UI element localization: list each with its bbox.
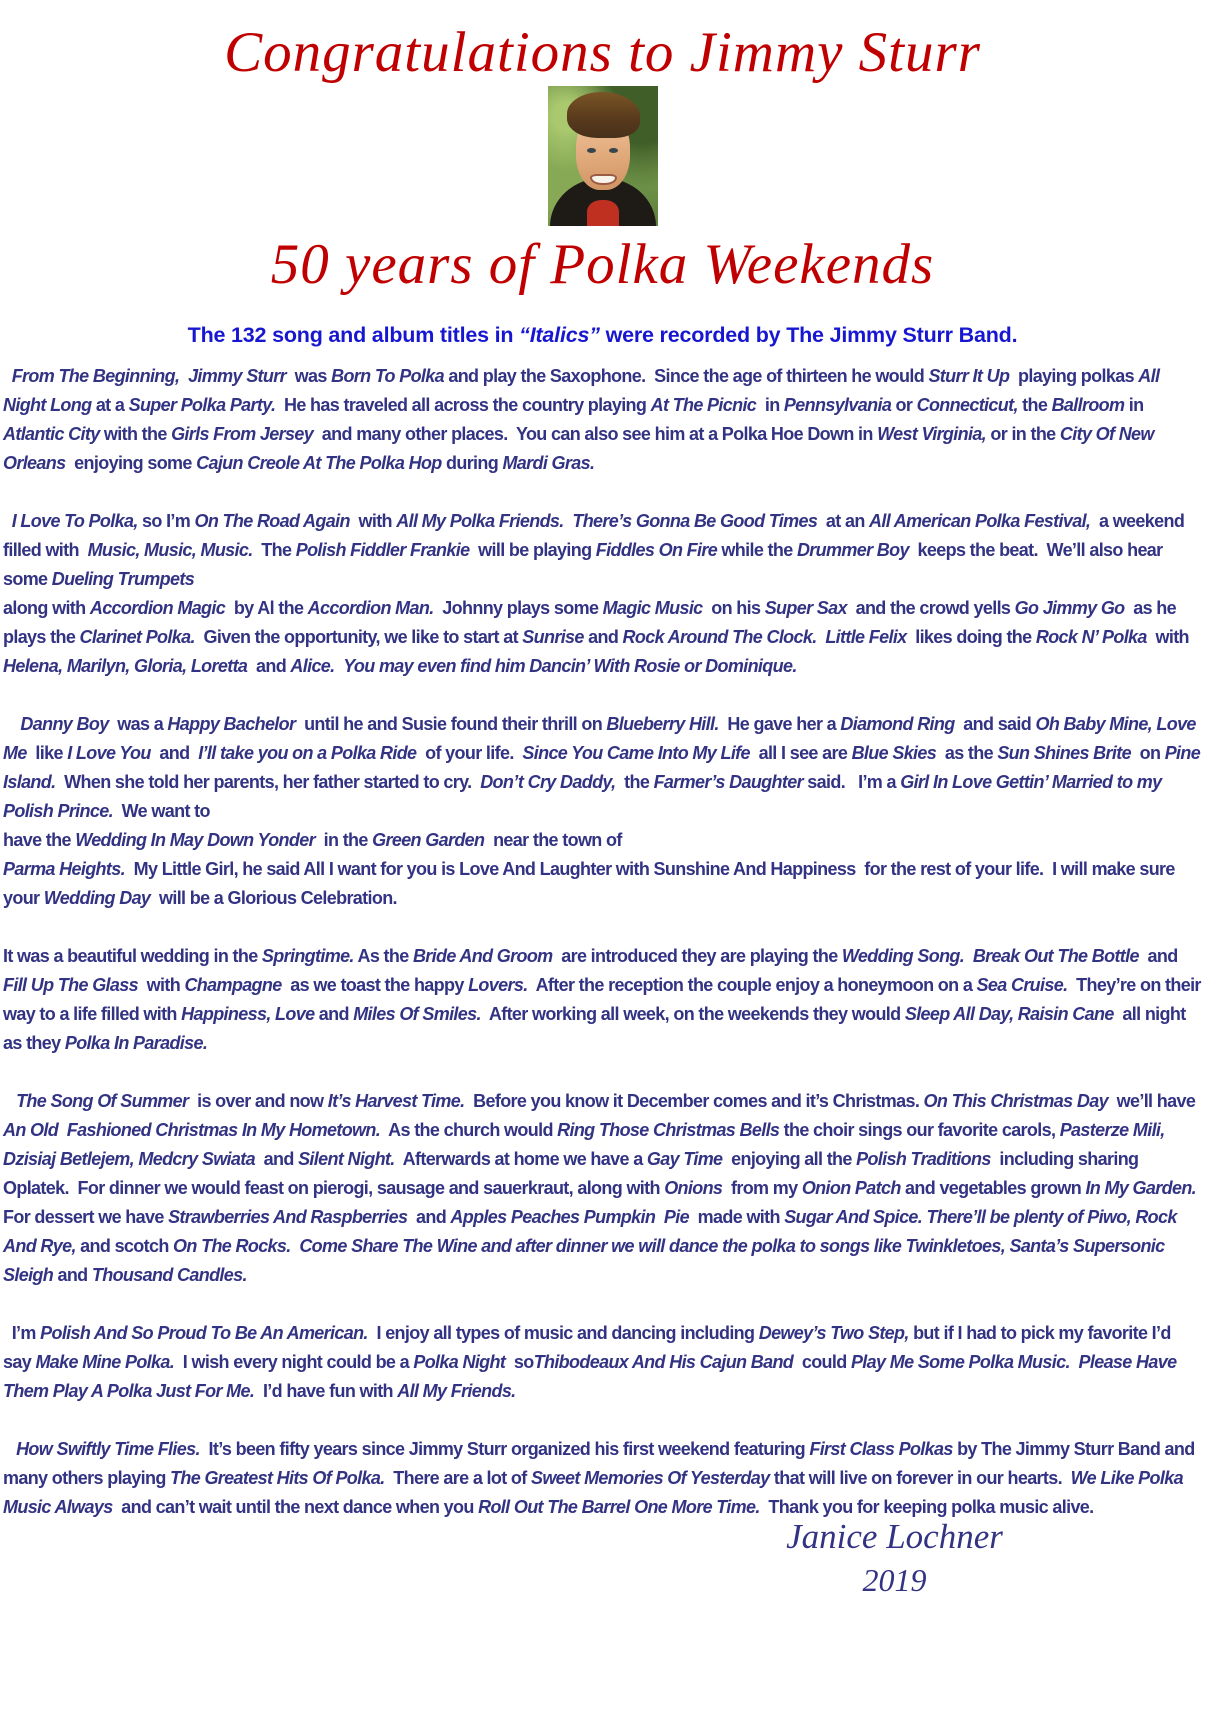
- italic-title-segment: Break Out The Bottle: [972, 946, 1139, 967]
- italic-title-segment: Bride And Groom: [412, 946, 553, 967]
- text-segment: The 132 song and album titles in: [187, 323, 520, 348]
- italic-title-segment: Go Jimmy Go: [1014, 598, 1125, 619]
- italic-title-segment: Oh Baby Mine, Love Me: [3, 714, 1201, 764]
- text-segment: Johnny plays some: [433, 598, 603, 619]
- text-segment: I’d have fun with: [254, 1381, 398, 1402]
- photo-left-eye: [587, 148, 596, 153]
- text-segment: There are a lot of: [384, 1468, 531, 1489]
- italic-title-segment: Wedding Day: [43, 888, 151, 909]
- text-segment: was: [285, 366, 332, 387]
- italic-title-segment: Dewey’s Two Step,: [758, 1323, 909, 1344]
- text-segment: [335, 656, 344, 676]
- text-segment: was a: [108, 714, 168, 735]
- italic-title-segment: You may even find him Dancin’ With Rosie or Dominique.: [343, 656, 797, 677]
- text-segment: will be a Glorious Celebration.: [150, 888, 397, 909]
- italic-title-segment: Blueberry Hill.: [606, 714, 719, 735]
- text-segment: As the: [353, 946, 413, 967]
- text-segment: [179, 366, 188, 386]
- text-segment: The: [252, 540, 296, 561]
- text-segment: will be playing: [469, 540, 596, 561]
- italic-title-segment: Sleep All Day, Raisin Cane: [904, 1004, 1114, 1025]
- text-segment: I wish every night could be a: [174, 1352, 414, 1373]
- text-segment: but if I had to pick my favorite I’d say: [3, 1323, 1176, 1373]
- text-segment: could: [793, 1352, 851, 1373]
- text-segment: playing polkas: [1009, 366, 1139, 387]
- text-segment: on: [1130, 743, 1165, 764]
- italic-title-segment: Clarinet Polka.: [79, 627, 195, 648]
- text-segment: He gave her a: [718, 714, 841, 735]
- italic-title-segment: All My Friends.: [397, 1381, 516, 1402]
- text-segment: said. I’m a: [802, 772, 901, 793]
- italic-title-segment: Super Polka Party.: [128, 395, 276, 416]
- text-segment: Afterwards at home we have a: [394, 1149, 647, 1170]
- italic-title-segment: Alice.: [290, 656, 335, 677]
- text-segment: with the: [99, 424, 172, 445]
- photo-red-shirt: [587, 200, 619, 226]
- italic-title-segment: All American Polka Festival,: [869, 511, 1091, 532]
- italic-title-segment: Thibodeaux And His Cajun Band: [533, 1352, 794, 1373]
- text-segment: the: [1017, 395, 1052, 416]
- text-segment: [817, 627, 826, 647]
- text-segment: and: [583, 627, 623, 648]
- italic-title-segment: Onion Patch: [801, 1178, 901, 1199]
- body-text: [0, 362, 1205, 1522]
- italic-title-segment: Sweet Memories Of Yesterday: [530, 1468, 770, 1489]
- italic-title-segment: Fill Up The Glass: [3, 975, 138, 996]
- italic-title-segment: Springtime.: [261, 946, 354, 967]
- text-segment: with: [1146, 627, 1194, 648]
- intro-note: [6, 323, 1199, 348]
- italic-title-segment: From The Beginning,: [3, 366, 180, 387]
- text-segment: made with: [688, 1207, 785, 1228]
- text-segment: We want to: [112, 801, 210, 822]
- italic-title-segment: Cajun Creole At The Polka Hop: [196, 453, 442, 474]
- italic-title-segment: Super Sax: [764, 598, 847, 619]
- photo-smile: [590, 174, 617, 185]
- italic-title-segment: Atlantic City: [3, 424, 100, 445]
- text-segment: He has traveled all across the country playing: [275, 395, 651, 416]
- page-subtitle: 50 years of Polka Weekends: [270, 232, 935, 296]
- italic-title-segment: Sugar And Spice. There’ll be plenty of Piwo, Rock And Rye,: [3, 1207, 1181, 1257]
- text-segment: near the town of: [484, 830, 622, 851]
- italic-title-segment: Rock Around The Clock.: [622, 627, 817, 648]
- text-segment: Thank you for keeping polka music alive.: [759, 1497, 1094, 1518]
- italic-title-segment: Please Have Them Play A Polka Just For Me.: [3, 1352, 1181, 1402]
- text-segment: and vegetables grown: [900, 1178, 1086, 1199]
- paragraph: [3, 1435, 1201, 1522]
- photo-hair: [567, 92, 640, 138]
- italic-title-segment: Connecticut,: [916, 395, 1018, 416]
- italic-title-segment: Don’t Cry Daddy,: [480, 772, 616, 793]
- italic-title-segment: Happiness, Love: [181, 1004, 315, 1025]
- text-segment: during: [441, 453, 503, 474]
- text-segment: and: [407, 1207, 451, 1228]
- italic-title-segment: Green Garden: [372, 830, 485, 851]
- italic-title-segment: Drummer Boy: [796, 540, 909, 561]
- italic-title-segment: We Like Polka Music Always: [3, 1468, 1188, 1518]
- text-segment: the choir sings our favorite carols,: [779, 1120, 1060, 1141]
- text-segment: [1070, 1352, 1079, 1372]
- italic-title-segment: Jimmy Sturr: [188, 366, 286, 387]
- italic-title-segment: I Love You: [67, 743, 151, 764]
- text-segment: with: [349, 511, 397, 532]
- paragraph: [3, 362, 1201, 478]
- text-segment: that will live on forever in our hearts.: [769, 1468, 1071, 1489]
- italic-title-segment: Helena, Marilyn, Gloria, Loretta: [3, 656, 248, 677]
- italic-title-segment: Miles Of Smiles.: [353, 1004, 481, 1025]
- text-segment: are introduced they are playing the: [552, 946, 842, 967]
- text-segment: on his: [702, 598, 765, 619]
- italic-title-segment: All My Polka Friends.: [396, 511, 564, 532]
- paragraph: [3, 710, 1205, 913]
- text-segment: and: [314, 1004, 354, 1025]
- text-segment: by Al the: [225, 598, 308, 619]
- italic-title-segment: Come Share The Wine and after dinner we will dance the polka to songs like Twinkletoes, Santa’s Supersonic Sleigh: [3, 1236, 1169, 1286]
- text-segment: have the: [3, 830, 76, 851]
- text-segment: all I see are: [749, 743, 852, 764]
- text-segment: and: [150, 743, 199, 764]
- italic-title-segment: Polish Fiddler Frankie: [295, 540, 470, 561]
- text-segment: After working all week, on the weekends they would: [480, 1004, 905, 1025]
- italic-title-segment: The Greatest Hits Of Polka.: [170, 1468, 385, 1489]
- italic-title-segment: Champagne: [184, 975, 282, 996]
- italic-title-segment: Pine Island.: [3, 743, 1205, 793]
- italic-title-segment: Roll Out The Barrel One More Time.: [478, 1497, 760, 1518]
- text-segment: we’ll have: [1107, 1091, 1200, 1112]
- italic-title-segment: Polish And So Proud To Be An American.: [40, 1323, 368, 1344]
- text-segment: like: [26, 743, 68, 764]
- text-segment: It was a beautiful wedding in the: [3, 946, 262, 967]
- italic-title-segment: Little Felix: [825, 627, 907, 648]
- text-segment: enjoying all the: [722, 1149, 857, 1170]
- text-segment: including sharing Oplatek. For dinner we would feast on pierogi, sausage and sauerkraut, along with: [3, 1149, 1143, 1199]
- text-segment: I enjoy all types of music and dancing including: [367, 1323, 759, 1344]
- italic-title-segment: Sea Cruise.: [976, 975, 1068, 996]
- text-segment: or: [891, 395, 917, 416]
- text-segment: with: [137, 975, 185, 996]
- italic-title-segment: Magic Music: [602, 598, 703, 619]
- text-segment: at an: [817, 511, 870, 532]
- italic-title-segment: Silent Night.: [298, 1149, 395, 1170]
- text-segment: As the church would: [380, 1120, 558, 1141]
- italic-title-segment: Polka In Paradise.: [64, 1033, 208, 1054]
- italic-title-segment: Girl In Love Gettin’ Married to my Polish Prince.: [3, 772, 1166, 822]
- italic-title-segment: Parma Heights.: [3, 859, 125, 880]
- italic-title-segment: Gay Time: [646, 1149, 723, 1170]
- text-segment: were recorded by The Jimmy Sturr Band.: [599, 323, 1018, 348]
- italic-title-segment: I’ll take you on a Polka Ride: [198, 743, 417, 764]
- italic-title-segment: Pennsylvania: [783, 395, 892, 416]
- text-segment: and many other places. You can also see him at a Polka Hoe Down in: [313, 424, 878, 445]
- text-segment: as he plays the: [3, 598, 1181, 648]
- text-segment: along with: [3, 598, 90, 619]
- italic-title-segment: On The Road Again: [194, 511, 350, 532]
- italic-title-segment: Accordion Magic: [89, 598, 226, 619]
- jimmy-sturr-photo: [548, 86, 658, 226]
- italic-title-segment: On This Christmas Day: [923, 1091, 1108, 1112]
- text-segment: by The Jimmy Sturr Band and many others playing: [3, 1439, 1199, 1489]
- italic-title-segment: Wedding Song.: [841, 946, 965, 967]
- text-segment: When she told her parents, her father started to cry.: [55, 772, 481, 793]
- text-segment: or in the: [986, 424, 1060, 445]
- text-segment: enjoying some: [65, 453, 197, 474]
- italic-title-segment: Wedding In May Down Yonder: [75, 830, 315, 851]
- signature-year: 2019: [862, 1561, 927, 1598]
- page-title: Congratulations to Jimmy Sturr: [224, 21, 981, 84]
- text-segment: as the: [936, 743, 998, 764]
- photo-right-eye: [609, 148, 618, 153]
- italic-title-segment: All Night Long: [3, 366, 1164, 416]
- signature: [782, 1514, 1007, 1601]
- text-segment: and the crowd yells: [846, 598, 1015, 619]
- text-segment: [964, 946, 973, 966]
- italic-title-segment: In My Garden.: [1085, 1178, 1197, 1199]
- italic-title-segment: Play Me Some Polka Music.: [850, 1352, 1070, 1373]
- text-segment: all night as they: [3, 1004, 1190, 1054]
- italic-title-segment: The Song Of Summer: [3, 1091, 189, 1112]
- text-segment: It’s been fifty years since Jimmy Sturr organized his first weekend featuring: [199, 1439, 810, 1460]
- italic-title-segment: Thousand Candles.: [91, 1265, 247, 1286]
- text-segment: as we toast the happy: [281, 975, 469, 996]
- text-segment: and: [53, 1265, 92, 1286]
- text-segment: so: [505, 1352, 534, 1373]
- italic-title-segment: Danny Boy: [3, 714, 109, 735]
- text-segment: For dessert we have: [3, 1178, 1205, 1228]
- text-segment: in: [1124, 395, 1148, 416]
- text-segment: is over and now: [188, 1091, 328, 1112]
- text-segment: and scotch: [75, 1236, 174, 1257]
- italic-title-segment: Lovers.: [468, 975, 528, 996]
- italic-title-segment: Make Mine Polka.: [35, 1352, 175, 1373]
- italic-title-segment: An Old Fashioned Christmas In My Hometown.: [3, 1120, 381, 1141]
- italic-title-segment: At The Picnic: [650, 395, 757, 416]
- italic-title-segment: Born To Polka: [331, 366, 444, 387]
- italic-title-segment: On The Rocks.: [173, 1236, 291, 1257]
- text-segment: at a: [91, 395, 129, 416]
- italic-title-segment: Sturr It Up: [928, 366, 1010, 387]
- italic-title-segment: Girls From Jersey: [171, 424, 314, 445]
- text-segment: and: [1138, 946, 1182, 967]
- text-segment: Before you know it December comes and it’s Christmas.: [464, 1091, 924, 1112]
- text-segment: likes doing the: [906, 627, 1036, 648]
- italic-title-segment: It’s Harvest Time.: [327, 1091, 465, 1112]
- italic-title-segment: Since You Came Into My Life: [522, 743, 750, 764]
- italic-title-segment: City Of New Orleans: [3, 424, 1159, 474]
- italic-title-segment: Pasterze Mili, Dzisiaj Betlejem, Medcry Swiata: [3, 1120, 1169, 1170]
- italic-title-segment: Happy Bachelor: [167, 714, 296, 735]
- italic-title-segment: Sun Shines Brite: [997, 743, 1131, 764]
- italic-title-segment: How Swiftly Time Flies.: [3, 1439, 200, 1460]
- italic-title-segment: There’s Gonna Be Good Times: [572, 511, 818, 532]
- text-segment: and can’t wait until the next dance when you: [112, 1497, 479, 1518]
- paragraph: [3, 1319, 1201, 1406]
- italic-title-segment: Polish Traditions: [856, 1149, 991, 1170]
- text-segment: and said: [954, 714, 1036, 735]
- text-segment: until he and Susie found their thrill on: [295, 714, 607, 735]
- text-segment: My Little Girl, he said All I want for you is Love And Laughter with Sunshine And Happiness for the rest of your life. I will make sure your: [3, 859, 1180, 909]
- text-segment: Given the opportunity, we like to start at: [194, 627, 523, 648]
- italic-title-segment: West Virginia,: [877, 424, 987, 445]
- italic-title-segment: Strawberries And Raspberries: [168, 1207, 408, 1228]
- text-segment: keeps the beat. We’ll also hear some: [3, 540, 1167, 590]
- text-segment: so I’m: [137, 511, 195, 532]
- italic-title-segment: “Italics”: [519, 323, 600, 348]
- italic-title-segment: First Class Polkas: [809, 1439, 953, 1460]
- text-segment: a weekend filled with: [3, 511, 1189, 561]
- italic-title-segment: Mardi Gras.: [502, 453, 595, 474]
- italic-title-segment: Blue Skies: [851, 743, 937, 764]
- italic-title-segment: Farmer’s Daughter: [653, 772, 803, 793]
- italic-title-segment: I Love To Polka,: [3, 511, 138, 532]
- paragraph: [3, 507, 1201, 681]
- italic-title-segment: Sunrise: [522, 627, 584, 648]
- text-segment: and: [247, 656, 291, 677]
- paragraph: [3, 942, 1205, 1058]
- text-segment: and: [254, 1149, 299, 1170]
- italic-title-segment: Accordion Man.: [307, 598, 434, 619]
- signature-name: Janice Lochner: [786, 1517, 1003, 1557]
- italic-title-segment: Apples Peaches Pumpkin Pie: [450, 1207, 689, 1228]
- italic-title-segment: Onions: [664, 1178, 723, 1199]
- italic-title-segment: Diamond Ring: [840, 714, 955, 735]
- text-segment: of your life.: [416, 743, 523, 764]
- italic-title-segment: Ballroom: [1051, 395, 1125, 416]
- text-segment: I’m: [3, 1323, 41, 1344]
- text-segment: the: [615, 772, 654, 793]
- text-segment: in: [756, 395, 784, 416]
- italic-title-segment: Fiddles On Fire: [595, 540, 718, 561]
- text-segment: in the: [314, 830, 373, 851]
- italic-title-segment: Music, Music, Music.: [87, 540, 253, 561]
- text-segment: from my: [722, 1178, 802, 1199]
- italic-title-segment: Ring Those Christmas Bells: [557, 1120, 780, 1141]
- italic-title-segment: Rock N’ Polka: [1035, 627, 1147, 648]
- italic-title-segment: Polka Night: [413, 1352, 506, 1373]
- text-segment: They’re on their way to a life filled with: [3, 975, 1205, 1025]
- text-segment: and play the Saxophone. Since the age of thirteen he would: [444, 366, 929, 387]
- text-segment: After the reception the couple enjoy a honeymoon on a: [527, 975, 977, 996]
- italic-title-segment: Dueling Trumpets: [51, 569, 195, 590]
- paragraph: [3, 1087, 1205, 1290]
- text-segment: while the: [717, 540, 797, 561]
